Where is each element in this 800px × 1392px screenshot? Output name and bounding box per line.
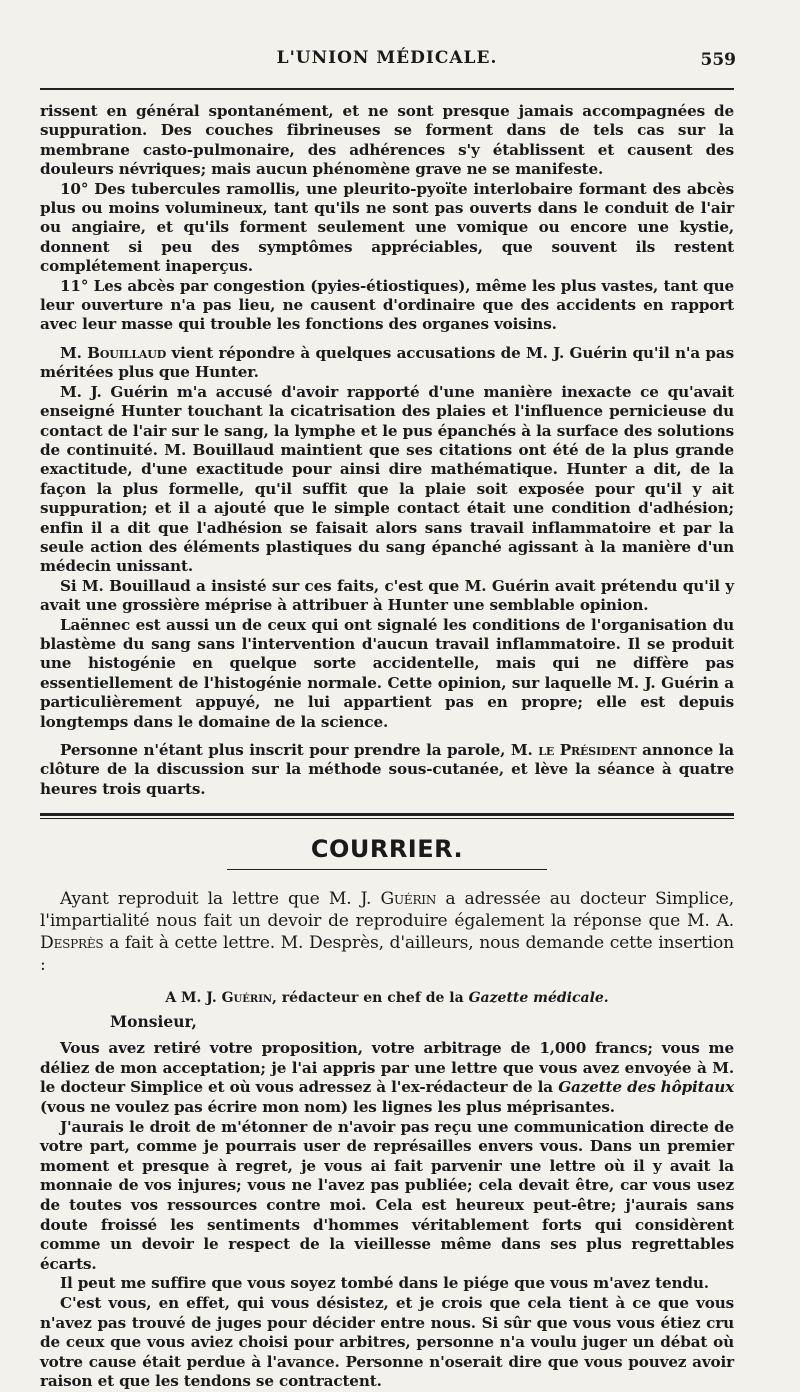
section-underline bbox=[227, 869, 547, 870]
journal-title: L'UNION MÉDICALE. bbox=[276, 48, 498, 68]
header-rule bbox=[40, 88, 734, 90]
paragraph-2: 10° Des tubercules ramollis, une pleurito-pyoïte interlobaire formant des abcès plus ou moins volumineux, tant qu'ils ne sont pas ouverts dans le conduit de l'air ou angiaire, et qu'ils forment seulement une vomique ou encore une kystie, donnent si peu des symptômes appréciables, que souvent ils restent complétement inaperçus. bbox=[40, 179, 734, 276]
paragraph-1: rissent en général spontanément, et ne sont presque jamais accompagnées de suppuration. Des couches fibrineuses se forment dans de tels cas sur la membrane casto-pulmonaire, des adhérences s'y établissent et causent des douleurs névriques; mais aucun phénomène grave ne se manifeste. bbox=[40, 102, 734, 179]
president-label: le Président bbox=[538, 741, 637, 759]
intro-text-b: a adressée au docteur Simplice, l'impartialité nous fait un devoir de reproduire également la réponse que M. A. bbox=[40, 889, 734, 932]
running-head bbox=[40, 48, 734, 82]
letter-paragraph-3: Il peut me suffire que vous soyez tombé dans le piége que vous m'avez tendu. bbox=[60, 1274, 709, 1293]
page-number: 559 bbox=[700, 50, 736, 70]
address-middle: , rédacteur en chef de la bbox=[272, 990, 469, 1007]
address-name: Guérin bbox=[221, 990, 273, 1007]
letter-body bbox=[40, 1039, 734, 1392]
paragraph-4 bbox=[40, 344, 734, 383]
section-divider bbox=[40, 813, 734, 819]
paragraph-3: 11° Les abcès par congestion (pyies-étiostiques), même les plus vastes, tant que leur ouverture n'a pas lieu, ne causent d'ordinaire que des accidents en rapport avec leur masse qui trouble les fonctions des organes voisins. bbox=[40, 276, 734, 334]
address-prefix: A M. J. bbox=[165, 990, 222, 1007]
letter-salutation: Monsieur, bbox=[110, 1012, 197, 1032]
intro-paragraph bbox=[40, 888, 734, 976]
intro-text-c: a fait à cette lettre. M. Desprès, d'ailleurs, nous demande cette insertion : bbox=[40, 933, 734, 976]
paragraph-4-text: vient répondre à quelques accusations de M. J. Guérin qu'il n'a pas méritées plus que Hunter. bbox=[40, 343, 734, 382]
letter-1-text-a: Vous avez retiré votre proposition, votre arbitrage de 1,000 francs; vous me déliez de mon acceptation; je l'ai appris par une lettre que vous avez envoyée à M. le docteur Simplice et où vous adressez à l'ex-rédacteur de la bbox=[40, 1039, 734, 1097]
paragraph-5: M. J. Guérin m'a accusé d'avoir rapporté d'une manière inexacte ce qu'avait enseigné Hunter touchant la cicatrisation des plaies et l'influence pernicieuse du contact de l'air sur le sang, la lymphe et le pus épanchés à la surface des solutions de continuité. M. Bouillaud maintient que ses citations ont été de la plus grande exactitude, d'une exactitude pour ainsi dire mathématique. Hunter a dit, de la façon la plus formelle, qu'il suffit que la plaie soit exposée pour qu'il y ait suppuration; et il a ajouté que le simple contact était une condition d'adhésion; enfin il a dit que l'adhésion se faisait alors sans travail inflammatoire et par la seule action des éléments plastiques du sang épanché agissant à la manière d'un médecin unissant. bbox=[40, 382, 734, 576]
section-title: COURRIER. bbox=[310, 835, 464, 864]
speaker-name: M. Bouillaud bbox=[60, 343, 167, 362]
paragraph-8 bbox=[40, 741, 734, 799]
intro-name-guerin: Guérin bbox=[380, 889, 437, 910]
letter-address bbox=[40, 990, 734, 1006]
paragraph-7: Laënnec est aussi un de ceux qui ont signalé les conditions de l'organisation du blastème du sang sans l'intervention d'aucun travail inflammatoire. Il se produit une histogénie en quelque sorte accidentelle, mais qui ne diffère pas essentiellement de l'histogénie normale. Cette opinion, sur laquelle M. J. Guérin a particulièrement appuyé, ne lui appartient pas en propre; elle est depuis longtemps dans le domaine de la science. bbox=[40, 615, 734, 731]
intro-text-a: Ayant reproduit la lettre que M. J. bbox=[60, 889, 381, 910]
courrier-intro bbox=[40, 888, 734, 976]
letter-paragraph-2: J'aurais le droit de m'étonner de n'avoir pas reçu une communication directe de votre part, comme je pourrais user de représailles envers vous. Dans un premier moment et presque à regret, je vous ai fait parvenir une lettre où il y avait la monnaie de vos injures; vous ne l'avez pas publiée; cela devait être, car vous usez de toutes vos ressources contre moi. Cela est heureux peut-être; j'aurais sans doute froissé les sentiments d'hommes véritablement forts qui considèrent comme un devoir le respect de la vieillesse même dans ses plus regrettables écarts. bbox=[40, 1117, 734, 1273]
paragraph-6: Si M. Bouillaud a insisté sur ces faits, c'est que M. Guérin avait prétendu qu'il y avait une grossière méprise à attribuer à Hunter une semblable opinion. bbox=[40, 576, 734, 615]
letter-paragraph-4: C'est vous, en effet, qui vous désistez, et je crois que cela tient à ce que vous n'avez pas trouvé de juges pour décider entre nous. Si sûr que vous vous étiez cru de ceux que vous aviez choisi pour arbitres, personne n'a voulu juger un débat où votre cause était perdue à l'avance. Personne n'oserait dire que vous pouvez avoir raison et que les tendons se contractent. bbox=[40, 1293, 734, 1391]
paragraph-8-start: Personne n'étant plus inscrit pour prendre la parole, M. bbox=[60, 741, 539, 759]
intro-name-despres: Desprès bbox=[40, 933, 104, 954]
article-body bbox=[40, 102, 734, 799]
address-journal: Gazette médicale. bbox=[468, 990, 609, 1007]
letter-1-journal: Gazette des hôpitaux bbox=[558, 1078, 734, 1097]
letter-1-text-b: (vous ne voulez pas écrire mon nom) les lignes les plus méprisantes. bbox=[40, 1098, 615, 1116]
letter-paragraph-1 bbox=[40, 1039, 734, 1117]
paragraph-8-end: annonce la clôture de la discussion sur la méthode sous-cutanée, et lève la séance à quatre heures trois quarts. bbox=[40, 741, 734, 798]
